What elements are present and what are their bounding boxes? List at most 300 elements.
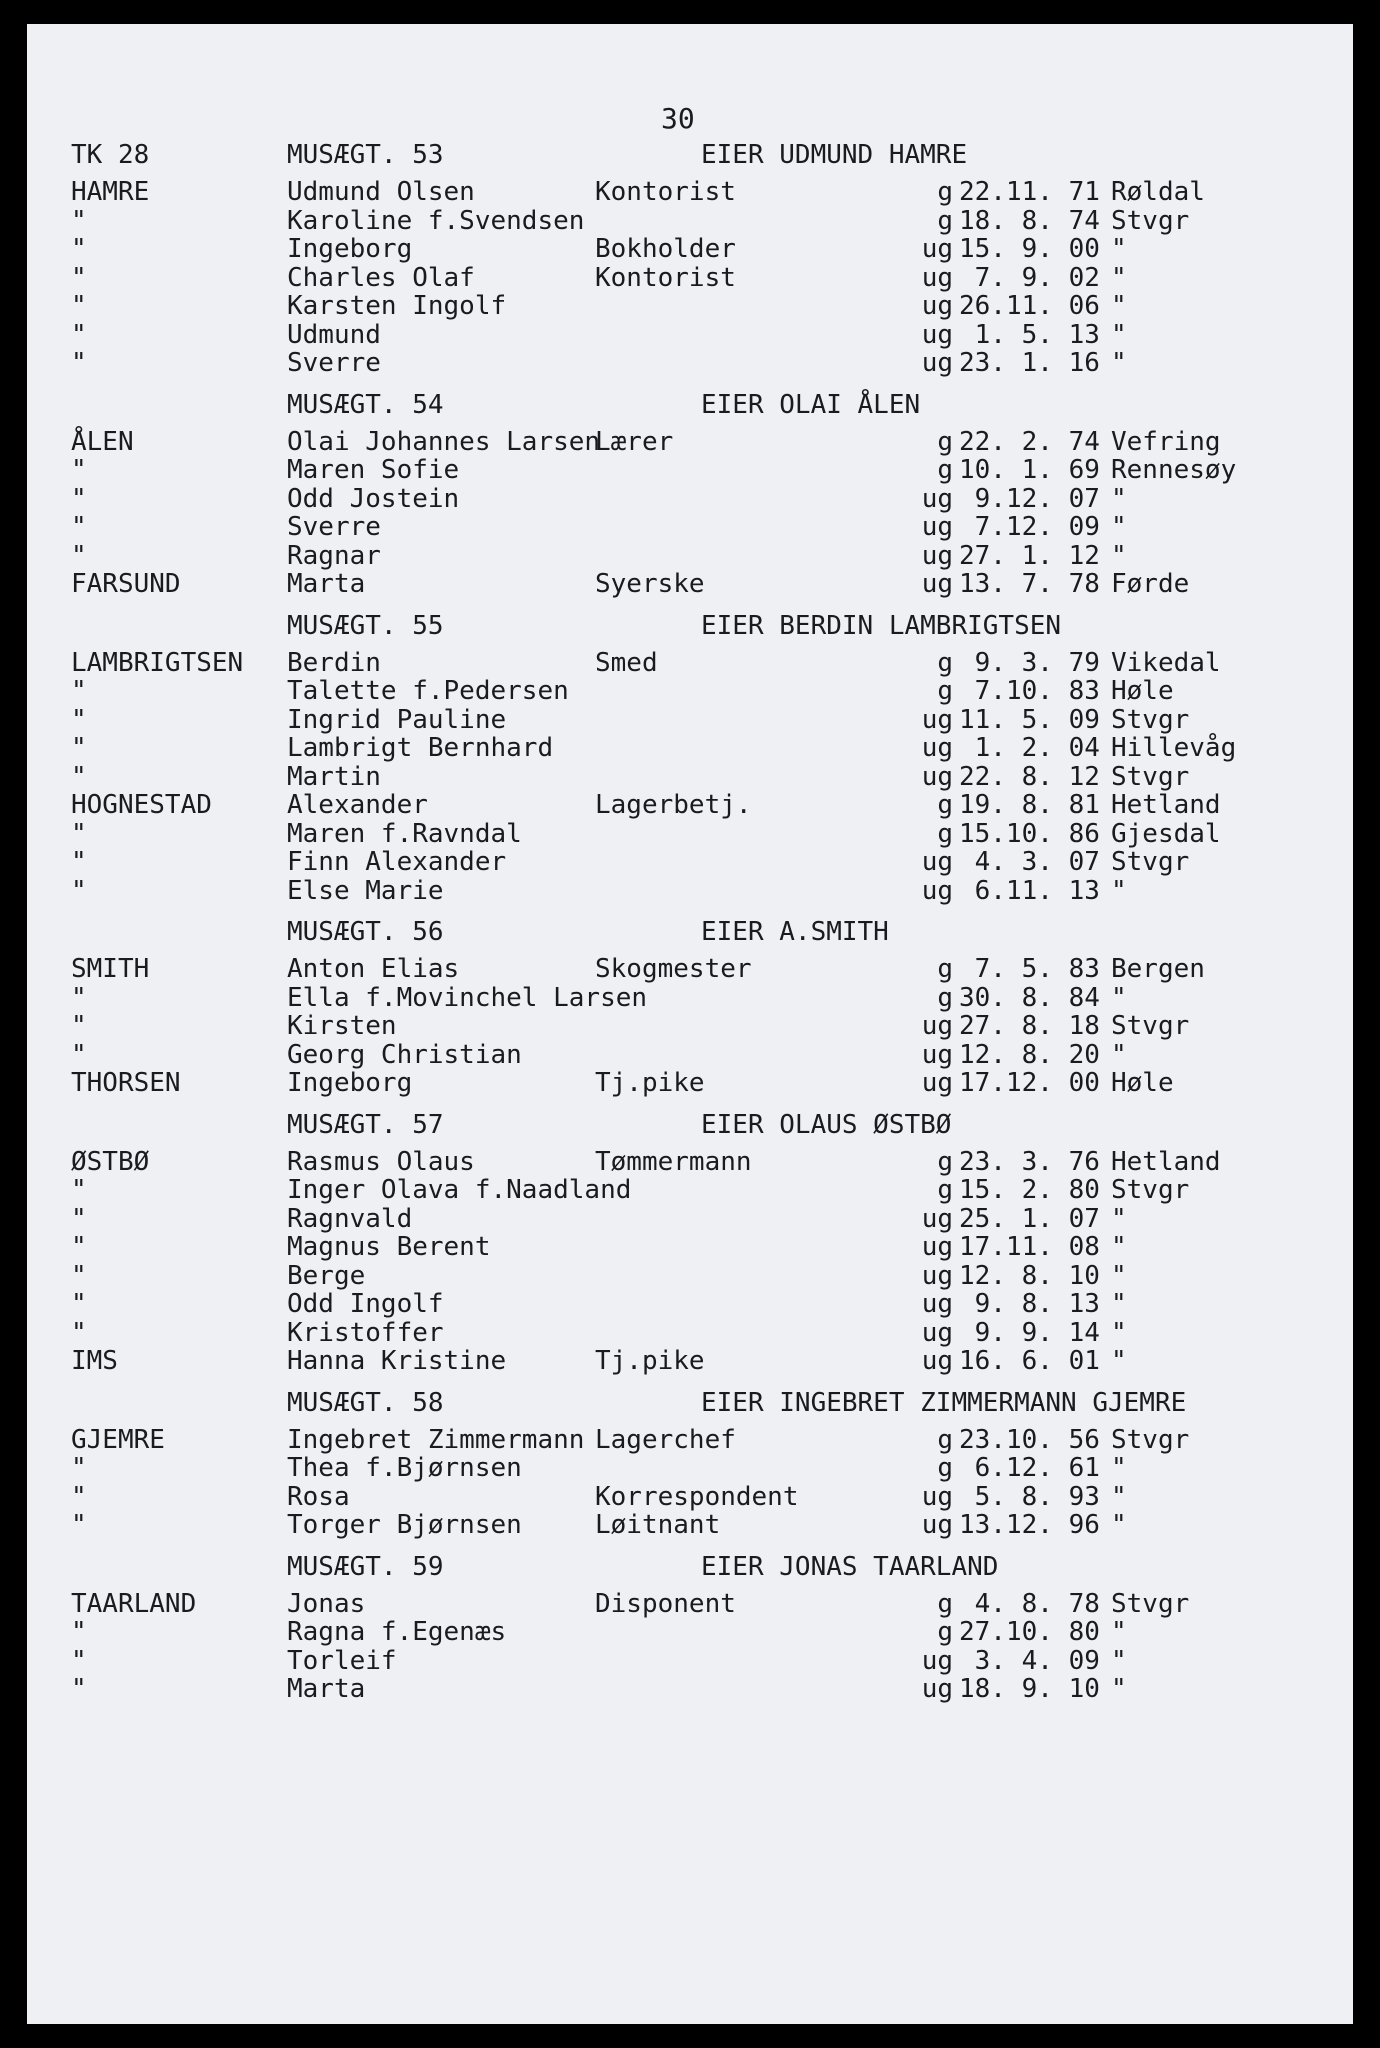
given-name-cell: Odd Jostein — [287, 483, 460, 514]
marital-status-cell: ug — [921, 1068, 953, 1098]
surname-cell: " — [71, 348, 87, 378]
marital-status-cell: g — [937, 1588, 953, 1619]
surname-cell: " — [71, 205, 87, 236]
marital-status-cell: g — [937, 1617, 953, 1647]
given-name-cell: Marta — [287, 569, 366, 599]
given-name-cell: Odd Ingolf — [287, 1289, 444, 1319]
surname-cell: " — [71, 262, 87, 293]
occupation-cell: Smed — [595, 647, 658, 678]
given-name-cell: Finn Alexander — [287, 847, 507, 877]
given-name-cell: Lambrigt Bernhard — [287, 733, 554, 763]
marital-status-cell: ug — [921, 348, 953, 378]
given-name-cell: Georg Christian — [287, 1039, 522, 1070]
surname-cell: " — [71, 1453, 87, 1483]
surname-cell: THORSEN — [71, 1068, 181, 1098]
given-name-cell: Kirsten — [287, 1011, 397, 1041]
birth-date-cell: 10. 1. 69 — [959, 455, 1100, 485]
marital-status-cell: ug — [921, 319, 953, 350]
marital-status-cell: g — [937, 1453, 953, 1483]
given-name-cell: Maren Sofie — [287, 455, 460, 485]
birthplace-cell: Hetland — [1111, 1146, 1221, 1177]
person-row — [67, 677, 1287, 706]
section-header — [67, 138, 1287, 172]
person-row — [67, 955, 1287, 984]
surname-cell: " — [71, 704, 87, 735]
section-header — [67, 1386, 1287, 1420]
marital-status-cell: g — [937, 1175, 953, 1205]
owner-label: EIER BERDIN LAMBRIGTSEN — [701, 610, 1062, 641]
birthplace-cell: " — [1111, 1260, 1127, 1291]
person-row — [67, 1012, 1287, 1041]
marital-status-cell: ug — [921, 1317, 953, 1348]
birthplace-cell: " — [1111, 483, 1127, 514]
birthplace-cell: Vefring — [1111, 426, 1221, 457]
person-row — [67, 542, 1287, 571]
given-name-cell: Sverre — [287, 348, 381, 378]
marital-status-cell: g — [937, 426, 953, 457]
household-section — [67, 915, 1287, 1098]
birthplace-cell: " — [1111, 1674, 1127, 1704]
birthplace-cell: " — [1111, 1453, 1127, 1483]
given-name-cell: Sverre — [287, 512, 381, 542]
birthplace-cell: " — [1111, 1346, 1127, 1376]
birthplace-cell: " — [1111, 1481, 1127, 1512]
owner-label: EIER OLAI ÅLEN — [701, 389, 921, 420]
surname-cell: FARSUND — [71, 569, 181, 599]
birthplace-cell: Stvgr — [1111, 847, 1190, 877]
person-row — [67, 321, 1287, 350]
birthplace-cell: " — [1111, 291, 1127, 321]
birthplace-cell: " — [1111, 1289, 1127, 1319]
marital-status-cell: ug — [921, 847, 953, 877]
birth-date-cell: 12. 8. 10 — [959, 1260, 1100, 1291]
occupation-cell: Kontorist — [595, 262, 736, 293]
owner-label: EIER OLAUS ØSTBØ — [701, 1109, 952, 1140]
surname-cell: " — [71, 1645, 87, 1676]
surname-cell: GJEMRE — [71, 1424, 165, 1455]
musaegt-label: MUSÆGT. 55 — [287, 610, 444, 641]
marital-status-cell: ug — [921, 1203, 953, 1234]
surname-cell: " — [71, 291, 87, 321]
marital-status-cell: ug — [921, 1645, 953, 1676]
surname-cell: LAMBRIGTSEN — [71, 647, 244, 678]
birth-date-cell: 9. 8. 13 — [959, 1289, 1100, 1319]
marital-status-cell: g — [937, 205, 953, 236]
surname-cell: " — [71, 982, 87, 1013]
birthplace-cell: " — [1111, 1510, 1127, 1540]
given-name-cell: Torleif — [287, 1645, 397, 1676]
surname-cell: " — [71, 875, 87, 906]
birthplace-cell: " — [1111, 1617, 1127, 1647]
musaegt-label: MUSÆGT. 59 — [287, 1551, 444, 1582]
household-section — [67, 1550, 1287, 1704]
person-row — [67, 1618, 1287, 1647]
marital-status-cell: ug — [921, 512, 953, 542]
musaegt-label: MUSÆGT. 54 — [287, 389, 444, 420]
marital-status-cell: g — [937, 1424, 953, 1455]
birth-date-cell: 9. 9. 14 — [959, 1317, 1100, 1348]
section-header — [67, 609, 1287, 643]
person-row — [67, 235, 1287, 264]
birthplace-cell: Stvgr — [1111, 761, 1190, 792]
household-section — [67, 1108, 1287, 1376]
given-name-cell: Ragna f.Egenæs — [287, 1617, 507, 1647]
birth-date-cell: 19. 8. 81 — [959, 790, 1100, 820]
marital-status-cell: ug — [921, 1289, 953, 1319]
birth-date-cell: 1. 5. 13 — [959, 319, 1100, 350]
marital-status-cell: ug — [921, 569, 953, 599]
occupation-cell: Syerske — [595, 569, 705, 599]
marital-status-cell: g — [937, 1146, 953, 1177]
given-name-cell: Anton Elias — [287, 954, 460, 984]
person-row — [67, 1675, 1287, 1704]
surname-cell: " — [71, 483, 87, 514]
marital-status-cell: ug — [921, 234, 953, 264]
marital-status-cell: ug — [921, 1011, 953, 1041]
birth-date-cell: 12. 8. 20 — [959, 1039, 1100, 1070]
marital-status-cell: ug — [921, 704, 953, 735]
surname-cell: TAARLAND — [71, 1588, 197, 1619]
musaegt-label: MUSÆGT. 58 — [287, 1387, 444, 1418]
surname-cell: " — [71, 1260, 87, 1291]
birth-date-cell: 7. 5. 83 — [959, 954, 1100, 984]
birth-date-cell: 26.11. 06 — [959, 291, 1100, 321]
birthplace-cell: " — [1111, 1317, 1127, 1348]
given-name-cell: Ingrid Pauline — [287, 704, 507, 735]
birth-date-cell: 27.10. 80 — [959, 1617, 1100, 1647]
birthplace-cell: Hetland — [1111, 790, 1221, 820]
person-row — [67, 456, 1287, 485]
birthplace-cell: " — [1111, 234, 1127, 264]
occupation-cell: Lagerbetj. — [595, 790, 752, 820]
marital-status-cell: ug — [921, 1346, 953, 1376]
household-section — [67, 609, 1287, 906]
birth-date-cell: 13.12. 96 — [959, 1510, 1100, 1540]
surname-cell: " — [71, 1674, 87, 1704]
birth-date-cell: 17.11. 08 — [959, 1232, 1100, 1262]
birth-date-cell: 11. 5. 09 — [959, 704, 1100, 735]
birthplace-cell: Stvgr — [1111, 704, 1190, 735]
given-name-cell: Ingeborg — [287, 234, 413, 264]
surname-cell: " — [71, 847, 87, 877]
birthplace-cell: " — [1111, 540, 1127, 571]
surname-cell: " — [71, 234, 87, 264]
marital-status-cell: ug — [921, 875, 953, 906]
surname-cell: " — [71, 818, 87, 849]
person-row — [67, 1233, 1287, 1262]
surname-cell: IMS — [71, 1346, 118, 1376]
birthplace-cell: Høle — [1111, 1068, 1174, 1098]
birth-date-cell: 23.10. 56 — [959, 1424, 1100, 1455]
person-row — [67, 207, 1287, 236]
birth-date-cell: 27. 8. 18 — [959, 1011, 1100, 1041]
given-name-cell: Karoline f.Svendsen — [287, 205, 585, 236]
document-page — [27, 24, 1353, 2024]
given-name-cell: Udmund Olsen — [287, 177, 475, 207]
given-name-cell: Talette f.Pedersen — [287, 676, 569, 706]
person-row — [67, 292, 1287, 321]
occupation-cell: Tj.pike — [595, 1346, 705, 1376]
person-row — [67, 1426, 1287, 1455]
given-name-cell: Jonas — [287, 1588, 366, 1619]
birthplace-cell: " — [1111, 512, 1127, 542]
person-row — [67, 513, 1287, 542]
birth-date-cell: 7.10. 83 — [959, 676, 1100, 706]
birth-date-cell: 7.12. 09 — [959, 512, 1100, 542]
given-name-cell: Ragnar — [287, 540, 381, 571]
person-row — [67, 706, 1287, 735]
birth-date-cell: 18. 8. 74 — [959, 205, 1100, 236]
person-row — [67, 1041, 1287, 1070]
occupation-cell: Skogmester — [595, 954, 752, 984]
birth-date-cell: 13. 7. 78 — [959, 569, 1100, 599]
birth-date-cell: 23. 3. 76 — [959, 1146, 1100, 1177]
given-name-cell: Ingeborg — [287, 1068, 413, 1098]
birth-date-cell: 18. 9. 10 — [959, 1674, 1100, 1704]
person-row — [67, 349, 1287, 378]
birthplace-cell: Bergen — [1111, 954, 1205, 984]
musaegt-label: MUSÆGT. 57 — [287, 1109, 444, 1140]
marital-status-cell: ug — [921, 733, 953, 763]
person-row — [67, 1176, 1287, 1205]
person-row — [67, 1511, 1287, 1540]
marital-status-cell: ug — [921, 1674, 953, 1704]
marital-status-cell: g — [937, 647, 953, 678]
marital-status-cell: g — [937, 455, 953, 485]
occupation-cell: Lærer — [595, 426, 674, 457]
given-name-cell: Magnus Berent — [287, 1232, 491, 1262]
marital-status-cell: ug — [921, 483, 953, 514]
marital-status-cell: ug — [921, 540, 953, 571]
surname-cell: " — [71, 1203, 87, 1234]
marital-status-cell: ug — [921, 1510, 953, 1540]
section-header — [67, 388, 1287, 422]
surname-cell: " — [71, 1289, 87, 1319]
person-row — [67, 178, 1287, 207]
birth-date-cell: 23. 1. 16 — [959, 348, 1100, 378]
person-row — [67, 1347, 1287, 1376]
marital-status-cell: ug — [921, 291, 953, 321]
given-name-cell: Maren f.Ravndal — [287, 818, 522, 849]
household-section — [67, 138, 1287, 378]
birthplace-cell: Vikedal — [1111, 647, 1221, 678]
given-name-cell: Udmund — [287, 319, 381, 350]
marital-status-cell: ug — [921, 1260, 953, 1291]
given-name-cell: Berge — [287, 1260, 366, 1291]
surname-cell: ØSTBØ — [71, 1146, 150, 1177]
person-row — [67, 1069, 1287, 1098]
given-name-cell: Kristoffer — [287, 1317, 444, 1348]
birth-date-cell: 4. 3. 07 — [959, 847, 1100, 877]
occupation-cell: Korrespondent — [595, 1481, 799, 1512]
marital-status-cell: g — [937, 676, 953, 706]
birthplace-cell: Stvgr — [1111, 1011, 1190, 1041]
owner-label: EIER INGEBRET ZIMMERMANN GJEMRE — [701, 1387, 1187, 1418]
person-row — [67, 984, 1287, 1013]
section-header — [67, 1550, 1287, 1584]
given-name-cell: Hanna Kristine — [287, 1346, 507, 1376]
surname-cell: ÅLEN — [71, 426, 134, 457]
surname-cell: " — [71, 1011, 87, 1041]
given-name-cell: Olai Johannes Larsen — [287, 426, 601, 457]
birthplace-cell: Stvgr — [1111, 1175, 1190, 1205]
marital-status-cell: ug — [921, 761, 953, 792]
given-name-cell: Charles Olaf — [287, 262, 475, 293]
page-number: 30 — [661, 102, 695, 135]
birthplace-cell: " — [1111, 1645, 1127, 1676]
birthplace-cell: " — [1111, 982, 1127, 1013]
given-name-cell: Torger Bjørnsen — [287, 1510, 522, 1540]
marital-status-cell: g — [937, 818, 953, 849]
birthplace-cell: " — [1111, 319, 1127, 350]
birth-date-cell: 9.12. 07 — [959, 483, 1100, 514]
given-name-cell: Thea f.Bjørnsen — [287, 1453, 522, 1483]
occupation-cell: Løitnant — [595, 1510, 721, 1540]
surname-cell: " — [71, 733, 87, 763]
household-section — [67, 1386, 1287, 1540]
marital-status-cell: g — [937, 177, 953, 207]
given-name-cell: Rosa — [287, 1481, 350, 1512]
person-row — [67, 763, 1287, 792]
birth-date-cell: 4. 8. 78 — [959, 1588, 1100, 1619]
surname-cell: " — [71, 676, 87, 706]
birthplace-cell: Røldal — [1111, 177, 1205, 207]
birth-date-cell: 22.11. 71 — [959, 177, 1100, 207]
owner-label: EIER UDMUND HAMRE — [701, 140, 968, 170]
given-name-cell: Martin — [287, 761, 381, 792]
person-row — [67, 820, 1287, 849]
person-row — [67, 1590, 1287, 1619]
occupation-cell: Tj.pike — [595, 1068, 705, 1098]
surname-cell: SMITH — [71, 954, 150, 984]
birthplace-cell: Høle — [1111, 676, 1174, 706]
marital-status-cell: g — [937, 790, 953, 820]
given-name-cell: Rasmus Olaus — [287, 1146, 475, 1177]
given-name-cell: Berdin — [287, 647, 381, 678]
given-name-cell: Ragnvald — [287, 1203, 413, 1234]
tk-label: TK 28 — [71, 140, 150, 170]
birth-date-cell: 15. 9. 00 — [959, 234, 1100, 264]
birthplace-cell: " — [1111, 262, 1127, 293]
birth-date-cell: 16. 6. 01 — [959, 1346, 1100, 1376]
surname-cell: " — [71, 455, 87, 485]
birthplace-cell: " — [1111, 875, 1127, 906]
occupation-cell: Tømmermann — [595, 1146, 752, 1177]
person-row — [67, 848, 1287, 877]
owner-label: EIER JONAS TAARLAND — [701, 1551, 999, 1582]
person-row — [67, 1647, 1287, 1676]
given-name-cell: Karsten Ingolf — [287, 291, 507, 321]
birth-date-cell: 27. 1. 12 — [959, 540, 1100, 571]
birth-date-cell: 5. 8. 93 — [959, 1481, 1100, 1512]
person-row — [67, 428, 1287, 457]
marital-status-cell: ug — [921, 1039, 953, 1070]
birthplace-cell: Hillevåg — [1111, 733, 1237, 763]
birth-date-cell: 6.11. 13 — [959, 875, 1100, 906]
birthplace-cell: Stvgr — [1111, 205, 1190, 236]
musaegt-label: MUSÆGT. 53 — [287, 140, 444, 170]
person-row — [67, 1262, 1287, 1291]
marital-status-cell: ug — [921, 1232, 953, 1262]
given-name-cell: Inger Olava f.Naadland — [287, 1175, 632, 1205]
person-row — [67, 264, 1287, 293]
household-section — [67, 388, 1287, 599]
surname-cell: " — [71, 1317, 87, 1348]
person-row — [67, 1290, 1287, 1319]
surname-cell: HOGNESTAD — [71, 790, 212, 820]
person-row — [67, 570, 1287, 599]
given-name-cell: Alexander — [287, 790, 428, 820]
given-name-cell: Marta — [287, 1674, 366, 1704]
birth-date-cell: 22. 2. 74 — [959, 426, 1100, 457]
person-row — [67, 1148, 1287, 1177]
occupation-cell: Lagerchef — [595, 1424, 736, 1455]
marital-status-cell: g — [937, 982, 953, 1013]
occupation-cell: Disponent — [595, 1588, 736, 1619]
marital-status-cell: ug — [921, 1481, 953, 1512]
person-row — [67, 1319, 1287, 1348]
occupation-cell: Kontorist — [595, 177, 736, 207]
given-name-cell: Ella f.Movinchel Larsen — [287, 982, 648, 1013]
surname-cell: " — [71, 512, 87, 542]
person-row — [67, 1483, 1287, 1512]
birth-date-cell: 7. 9. 02 — [959, 262, 1100, 293]
surname-cell: " — [71, 761, 87, 792]
birthplace-cell: " — [1111, 348, 1127, 378]
birthplace-cell: Stvgr — [1111, 1588, 1190, 1619]
given-name-cell: Else Marie — [287, 875, 444, 906]
marital-status-cell: g — [937, 954, 953, 984]
birth-date-cell: 3. 4. 09 — [959, 1645, 1100, 1676]
birthplace-cell: Gjesdal — [1111, 818, 1221, 849]
section-header — [67, 915, 1287, 949]
surname-cell: " — [71, 319, 87, 350]
birth-date-cell: 22. 8. 12 — [959, 761, 1100, 792]
birthplace-cell: " — [1111, 1203, 1127, 1234]
surname-cell: " — [71, 1617, 87, 1647]
birth-date-cell: 15.10. 86 — [959, 818, 1100, 849]
surname-cell: " — [71, 540, 87, 571]
person-row — [67, 649, 1287, 678]
section-header — [67, 1108, 1287, 1142]
birthplace-cell: Førde — [1111, 569, 1190, 599]
birthplace-cell: " — [1111, 1039, 1127, 1070]
birthplace-cell: Stvgr — [1111, 1424, 1190, 1455]
birthplace-cell: " — [1111, 1232, 1127, 1262]
person-row — [67, 1205, 1287, 1234]
household-sections — [67, 138, 1287, 1714]
marital-status-cell: ug — [921, 262, 953, 293]
birth-date-cell: 30. 8. 84 — [959, 982, 1100, 1013]
birth-date-cell: 6.12. 61 — [959, 1453, 1100, 1483]
surname-cell: " — [71, 1232, 87, 1262]
surname-cell: " — [71, 1481, 87, 1512]
birth-date-cell: 17.12. 00 — [959, 1068, 1100, 1098]
person-row — [67, 485, 1287, 514]
occupation-cell: Bokholder — [595, 234, 736, 264]
owner-label: EIER A.SMITH — [701, 917, 889, 947]
birth-date-cell: 25. 1. 07 — [959, 1203, 1100, 1234]
person-row — [67, 791, 1287, 820]
birth-date-cell: 1. 2. 04 — [959, 733, 1100, 763]
surname-cell: " — [71, 1039, 87, 1070]
birth-date-cell: 15. 2. 80 — [959, 1175, 1100, 1205]
given-name-cell: Ingebret Zimmermann — [287, 1424, 585, 1455]
surname-cell: HAMRE — [71, 177, 150, 207]
person-row — [67, 877, 1287, 906]
surname-cell: " — [71, 1175, 87, 1205]
person-row — [67, 734, 1287, 763]
